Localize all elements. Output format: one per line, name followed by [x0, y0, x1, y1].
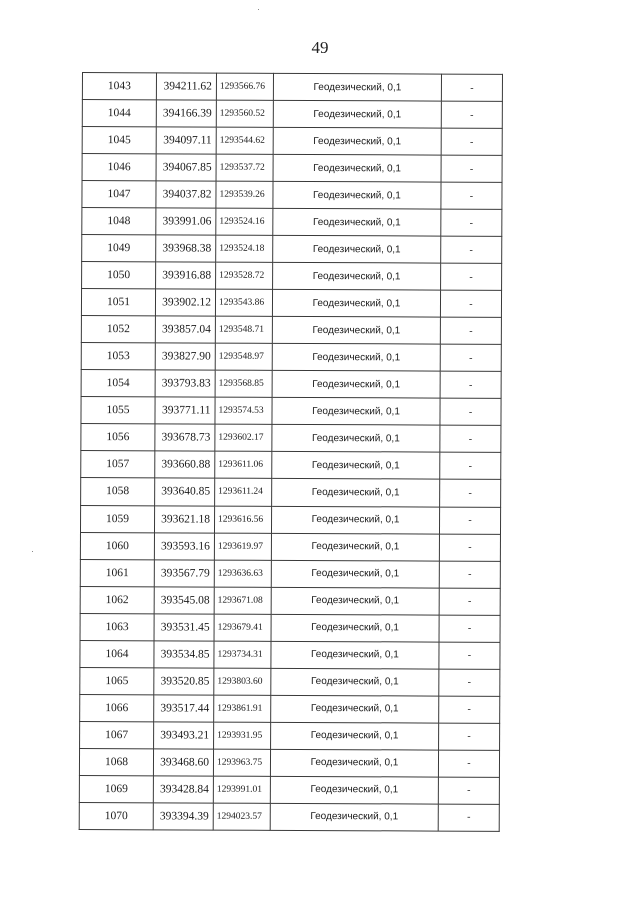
x-coordinate-cell: 393771.11 [155, 397, 215, 424]
y-coordinate-cell: 1293861.91 [214, 695, 271, 722]
y-coordinate-cell: 1293524.18 [216, 235, 273, 262]
x-coordinate-cell: 393520.85 [154, 668, 214, 695]
y-coordinate-cell: 1293574.53 [215, 397, 272, 424]
method-accuracy-cell: Геодезический, 0,1 [273, 236, 441, 264]
y-coordinate-cell: 1293616.56 [214, 506, 271, 533]
x-coordinate-cell: 393678.73 [155, 424, 215, 451]
table-row [80, 532, 500, 561]
method-accuracy-cell: Геодезический, 0,1 [271, 560, 439, 588]
x-coordinate-cell: 393916.88 [156, 262, 216, 289]
note-cell: - [441, 209, 502, 236]
method-accuracy-cell: Геодезический, 0,1 [271, 722, 439, 750]
x-coordinate-cell: 393534.85 [154, 640, 214, 667]
method-accuracy-cell: Геодезический, 0,1 [272, 344, 440, 372]
table-row [80, 613, 500, 642]
method-accuracy-cell: Геодезический, 0,1 [272, 317, 440, 345]
y-coordinate-cell: 1293528.72 [216, 262, 273, 289]
note-cell: - [438, 750, 499, 777]
note-cell: - [441, 128, 502, 155]
table-row [80, 640, 500, 669]
note-cell: - [438, 777, 499, 804]
y-coordinate-cell: 1293963.75 [213, 749, 270, 776]
point-number-cell: 1067 [80, 721, 154, 748]
x-coordinate-cell: 394211.62 [156, 73, 216, 100]
point-number-cell: 1052 [81, 316, 155, 343]
point-number-cell: 1066 [80, 694, 154, 721]
method-accuracy-cell: Геодезический, 0,1 [270, 803, 438, 831]
point-number-cell: 1053 [81, 343, 155, 370]
note-cell: - [439, 507, 500, 534]
point-number-cell: 1063 [80, 613, 154, 640]
y-coordinate-cell: 1293544.62 [216, 127, 273, 154]
point-number-cell: 1061 [80, 559, 154, 586]
x-coordinate-cell: 393793.83 [155, 370, 215, 397]
x-coordinate-cell: 393593.16 [154, 532, 214, 559]
table-row [81, 289, 501, 318]
note-cell: - [441, 74, 502, 101]
method-accuracy-cell: Геодезический, 0,1 [273, 127, 441, 155]
y-coordinate-cell: 1293611.24 [215, 479, 272, 506]
method-accuracy-cell: Геодезический, 0,1 [271, 587, 439, 615]
method-accuracy-cell: Геодезический, 0,1 [273, 263, 441, 291]
method-accuracy-cell: Геодезический, 0,1 [273, 73, 441, 101]
point-number-cell: 1057 [81, 451, 155, 478]
x-coordinate-cell: 393428.84 [153, 776, 213, 803]
method-accuracy-cell: Геодезический, 0,1 [271, 506, 439, 534]
x-coordinate-cell: 394037.82 [156, 181, 216, 208]
method-accuracy-cell: Геодезический, 0,1 [272, 425, 440, 453]
point-number-cell: 1048 [82, 208, 156, 235]
table-row [81, 370, 501, 399]
table-row [82, 154, 502, 183]
table-row [81, 397, 501, 426]
y-coordinate-cell: 1293991.01 [213, 776, 270, 803]
y-coordinate-cell: 1293803.60 [214, 668, 271, 695]
x-coordinate-cell: 393640.85 [155, 478, 215, 505]
x-coordinate-cell: 393660.88 [155, 451, 215, 478]
table-row [82, 127, 502, 156]
y-coordinate-cell: 1293537.72 [216, 154, 273, 181]
point-number-cell: 1058 [81, 478, 155, 505]
method-accuracy-cell: Геодезический, 0,1 [271, 695, 439, 723]
point-number-cell: 1065 [80, 667, 154, 694]
table-row [82, 235, 502, 264]
x-coordinate-cell: 393857.04 [155, 316, 215, 343]
method-accuracy-cell: Геодезический, 0,1 [272, 290, 440, 318]
coordinates-table [79, 72, 503, 832]
table-row [81, 424, 501, 453]
table-row [80, 721, 500, 750]
x-coordinate-cell: 393902.12 [155, 289, 215, 316]
x-coordinate-cell: 394166.39 [156, 100, 216, 127]
note-cell: - [439, 588, 500, 615]
y-coordinate-cell: 1293548.97 [215, 343, 272, 370]
x-coordinate-cell: 393468.60 [153, 749, 213, 776]
y-coordinate-cell: 1293568.85 [215, 370, 272, 397]
note-cell: - [440, 290, 501, 317]
note-cell: - [441, 236, 502, 263]
y-coordinate-cell: 1293671.08 [214, 587, 271, 614]
method-accuracy-cell: Геодезический, 0,1 [273, 100, 441, 128]
point-number-cell: 1049 [82, 235, 156, 262]
note-cell: - [440, 425, 501, 452]
x-coordinate-cell: 393567.79 [154, 559, 214, 586]
note-cell: - [439, 534, 500, 561]
note-cell: - [439, 723, 500, 750]
coordinates-table-wrapper [79, 72, 502, 832]
x-coordinate-cell: 393531.45 [154, 613, 214, 640]
method-accuracy-cell: Геодезический, 0,1 [272, 371, 440, 399]
x-coordinate-cell: 393968.38 [156, 235, 216, 262]
method-accuracy-cell: Геодезический, 0,1 [272, 479, 440, 507]
point-number-cell: 1064 [80, 640, 154, 667]
note-cell: - [439, 669, 500, 696]
method-accuracy-cell: Геодезический, 0,1 [271, 614, 439, 642]
table-row [81, 316, 501, 345]
note-cell: - [439, 696, 500, 723]
note-cell: - [439, 615, 500, 642]
y-coordinate-cell: 1293619.97 [214, 533, 271, 560]
point-number-cell: 1070 [79, 802, 153, 829]
x-coordinate-cell: 393545.08 [154, 586, 214, 613]
point-number-cell: 1055 [81, 397, 155, 424]
point-number-cell: 1047 [82, 181, 156, 208]
table-row [79, 802, 499, 831]
table-row [81, 478, 501, 507]
point-number-cell: 1054 [81, 370, 155, 397]
x-coordinate-cell: 393517.44 [154, 695, 214, 722]
point-number-cell: 1062 [80, 586, 154, 613]
note-cell: - [441, 101, 502, 128]
table-row [80, 586, 500, 615]
table-row [80, 559, 500, 588]
method-accuracy-cell: Геодезический, 0,1 [273, 154, 441, 182]
method-accuracy-cell: Геодезический, 0,1 [270, 776, 438, 804]
x-coordinate-cell: 393493.21 [154, 722, 214, 749]
method-accuracy-cell: Геодезический, 0,1 [272, 398, 440, 426]
method-accuracy-cell: Геодезический, 0,1 [273, 208, 441, 236]
y-coordinate-cell: 1293543.86 [215, 289, 272, 316]
y-coordinate-cell: 1293548.71 [215, 316, 272, 343]
note-cell: - [438, 804, 499, 831]
y-coordinate-cell: 1293679.41 [214, 614, 271, 641]
y-coordinate-cell: 1294023.57 [213, 803, 270, 830]
scan-dust-mark [258, 9, 259, 10]
coordinates-table-body [79, 73, 502, 832]
method-accuracy-cell: Геодезический, 0,1 [271, 641, 439, 669]
y-coordinate-cell: 1293931.95 [214, 722, 271, 749]
y-coordinate-cell: 1293539.26 [216, 181, 273, 208]
note-cell: - [440, 453, 501, 480]
x-coordinate-cell: 393621.18 [154, 505, 214, 532]
table-row [79, 748, 499, 777]
point-number-cell: 1043 [82, 73, 156, 100]
method-accuracy-cell: Геодезический, 0,1 [271, 533, 439, 561]
note-cell: - [441, 182, 502, 209]
point-number-cell: 1060 [80, 532, 154, 559]
note-cell: - [440, 317, 501, 344]
y-coordinate-cell: 1293636.63 [214, 560, 271, 587]
point-number-cell: 1045 [82, 127, 156, 154]
y-coordinate-cell: 1293524.16 [216, 208, 273, 235]
point-number-cell: 1069 [79, 775, 153, 802]
table-row [82, 181, 502, 210]
point-number-cell: 1059 [80, 505, 154, 532]
table-row [80, 505, 500, 534]
x-coordinate-cell: 393827.90 [155, 343, 215, 370]
y-coordinate-cell: 1293560.52 [216, 100, 273, 127]
point-number-cell: 1056 [81, 424, 155, 451]
table-row [81, 343, 501, 372]
x-coordinate-cell: 394067.85 [156, 154, 216, 181]
y-coordinate-cell: 1293734.31 [214, 641, 271, 668]
table-row [82, 262, 502, 291]
table-row [82, 100, 502, 129]
note-cell: - [441, 155, 502, 182]
point-number-cell: 1044 [82, 100, 156, 127]
note-cell: - [441, 263, 502, 290]
point-number-cell: 1068 [79, 748, 153, 775]
method-accuracy-cell: Геодезический, 0,1 [270, 749, 438, 777]
point-number-cell: 1046 [82, 154, 156, 181]
y-coordinate-cell: 1293566.76 [216, 73, 273, 100]
y-coordinate-cell: 1293602.17 [215, 424, 272, 451]
y-coordinate-cell: 1293611.06 [215, 452, 272, 479]
table-row [81, 451, 501, 480]
table-row [82, 73, 502, 102]
x-coordinate-cell: 393991.06 [156, 208, 216, 235]
point-number-cell: 1050 [82, 262, 156, 289]
table-row [79, 775, 499, 804]
table-row [80, 667, 500, 696]
table-row [82, 208, 502, 237]
note-cell: - [440, 398, 501, 425]
method-accuracy-cell: Геодезический, 0,1 [271, 668, 439, 696]
scan-dust-mark [32, 551, 33, 552]
note-cell: - [440, 371, 501, 398]
x-coordinate-cell: 393394.39 [153, 803, 213, 830]
page-number: 49 [311, 38, 329, 57]
note-cell: - [439, 642, 500, 669]
point-number-cell: 1051 [81, 289, 155, 316]
note-cell: - [439, 561, 500, 588]
method-accuracy-cell: Геодезический, 0,1 [273, 181, 441, 209]
method-accuracy-cell: Геодезический, 0,1 [272, 452, 440, 480]
note-cell: - [440, 480, 501, 507]
note-cell: - [440, 344, 501, 371]
x-coordinate-cell: 394097.11 [156, 127, 216, 154]
table-row [80, 694, 500, 723]
